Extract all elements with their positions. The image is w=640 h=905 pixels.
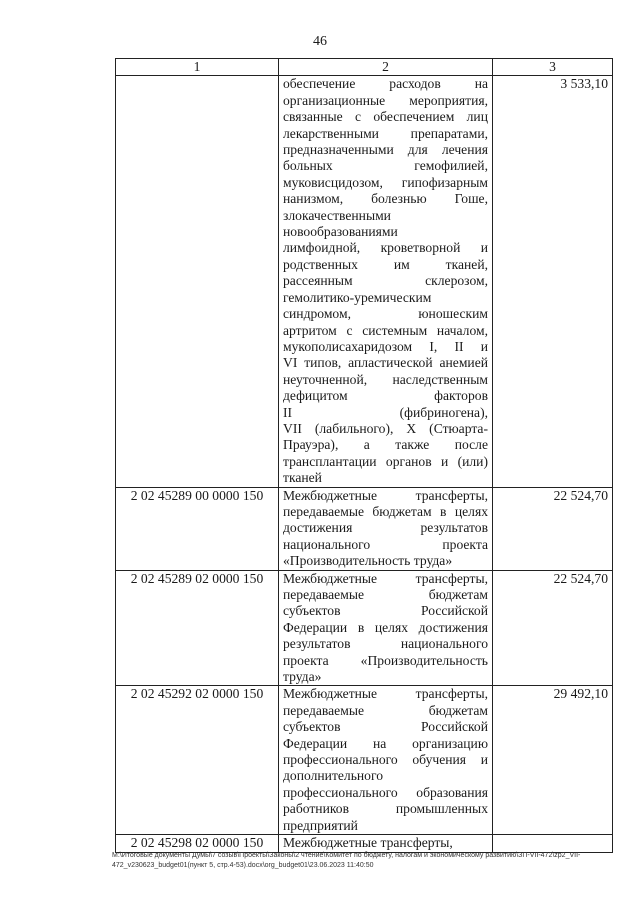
description-line: предназначенными для лечения (283, 142, 488, 158)
revenue-description (279, 76, 493, 487)
description-line: нанизмом, болезнью Гоше, (283, 191, 488, 207)
description-line: больных гемофилией, (283, 158, 488, 174)
table-row (116, 686, 613, 835)
description-line: неуточненной, наследственным (283, 371, 488, 387)
description-line: дефицитом факторов (283, 388, 488, 404)
description-line: профессионального обучения и (283, 752, 488, 768)
description-line: профессионального образования (283, 784, 488, 800)
description-line: Межбюджетные трансферты, (283, 835, 453, 851)
description-line: результатов национального (283, 636, 488, 652)
description-line: проекта «Производительность (283, 652, 488, 668)
description-line: II (фибриногена), (283, 404, 488, 420)
description-line: VII (лабильного), X (Стюарта- (283, 420, 488, 436)
file-path-footer (112, 851, 617, 871)
description-line: злокачественными (283, 207, 391, 223)
amount-value (493, 835, 613, 852)
description-line: новообразованиями (283, 224, 398, 240)
description-line: национального проекта (283, 536, 488, 552)
description-line: передаваемые бюджетам (283, 587, 488, 602)
classification-code: 2 02 45292 02 0000 150 (116, 686, 279, 835)
description-line: труда» (283, 669, 322, 685)
classification-code: 2 02 45289 02 0000 150 (116, 570, 279, 686)
column-header-3: 3 (493, 59, 613, 76)
amount-value: 3 533,10 (493, 76, 613, 487)
description-line: гемолитико-уремическим (283, 289, 432, 305)
description-line: мукополисахаридозом I, II и (283, 338, 488, 354)
description-line: субъектов Российской (283, 719, 488, 735)
table-header-row (116, 59, 613, 76)
description-line: тканей (283, 470, 322, 486)
description-line: лекарственными препаратами, (283, 125, 488, 141)
table-row (116, 76, 613, 487)
description-line: Прауэра), а также после (283, 437, 488, 453)
column-header-2: 2 (279, 59, 493, 76)
description-line: передаваемые бюджетам в целях (283, 503, 488, 519)
description-line: связанные с обеспечением лиц (283, 109, 488, 125)
footer-line-2: 472_v230623_budget01(пункт 5, стр.4-53).docx\org_budget01\23.06.2023 11:40:50 (112, 862, 374, 869)
description-line: лимфоидной, кроветворной и (283, 240, 488, 256)
table-row (116, 835, 613, 852)
revenue-description (279, 487, 493, 570)
description-line: VI типов, апластической анемией (283, 355, 488, 371)
description-line: Межбюджетные трансферты, (283, 686, 488, 702)
description-line: синдромом, юношеским (283, 306, 488, 322)
revenue-description (279, 686, 493, 835)
column-header-1: 1 (116, 59, 279, 76)
description-line: Федерации на организацию (283, 735, 488, 751)
description-line: передаваемые бюджетам (283, 702, 488, 718)
description-line: родственных им тканей, (283, 256, 488, 272)
classification-code: 2 02 45289 00 0000 150 (116, 487, 279, 570)
amount-value: 22 524,70 (493, 487, 613, 570)
classification-code (116, 76, 279, 487)
description-line: дополнительного (283, 768, 384, 784)
page-number: 46 (313, 34, 327, 49)
description-line: артритом с системным началом, (283, 322, 488, 338)
description-line: организационные мероприятия, (283, 92, 488, 108)
footer-line-1: М:\Итоговые документы Думы\7 созыв\Проекты\Законы\2 чтение\Комитет по бюджету, налогам и экономическому развитию\ЗП-VII-472\zp2_VII- (112, 852, 581, 859)
description-line: работников промышленных (283, 801, 488, 817)
description-line: обеспечение расходов на (283, 76, 488, 92)
revenue-description (279, 570, 493, 686)
revenue-description (279, 835, 493, 852)
description-line: Межбюджетные трансферты, (283, 487, 488, 503)
description-line: муковисцидозом, гипофизарным (283, 174, 488, 190)
description-line: рассеянным склерозом, (283, 273, 488, 289)
amount-value: 29 492,10 (493, 686, 613, 835)
description-line: «Производительность труда» (283, 553, 453, 569)
table-row (116, 570, 613, 686)
description-line: достижения результатов (283, 520, 488, 536)
amount-value: 22 524,70 (493, 570, 613, 686)
table-row (116, 487, 613, 570)
description-line: предприятий (283, 817, 358, 833)
description-line: субъектов Российской (283, 603, 488, 619)
description-line: Федерации в целях достижения (283, 619, 488, 635)
budget-table (115, 58, 613, 853)
description-line: трансплантации органов и (или) (283, 453, 488, 469)
classification-code: 2 02 45298 02 0000 150 (116, 835, 279, 852)
description-line: Межбюджетные трансферты, (283, 570, 488, 586)
